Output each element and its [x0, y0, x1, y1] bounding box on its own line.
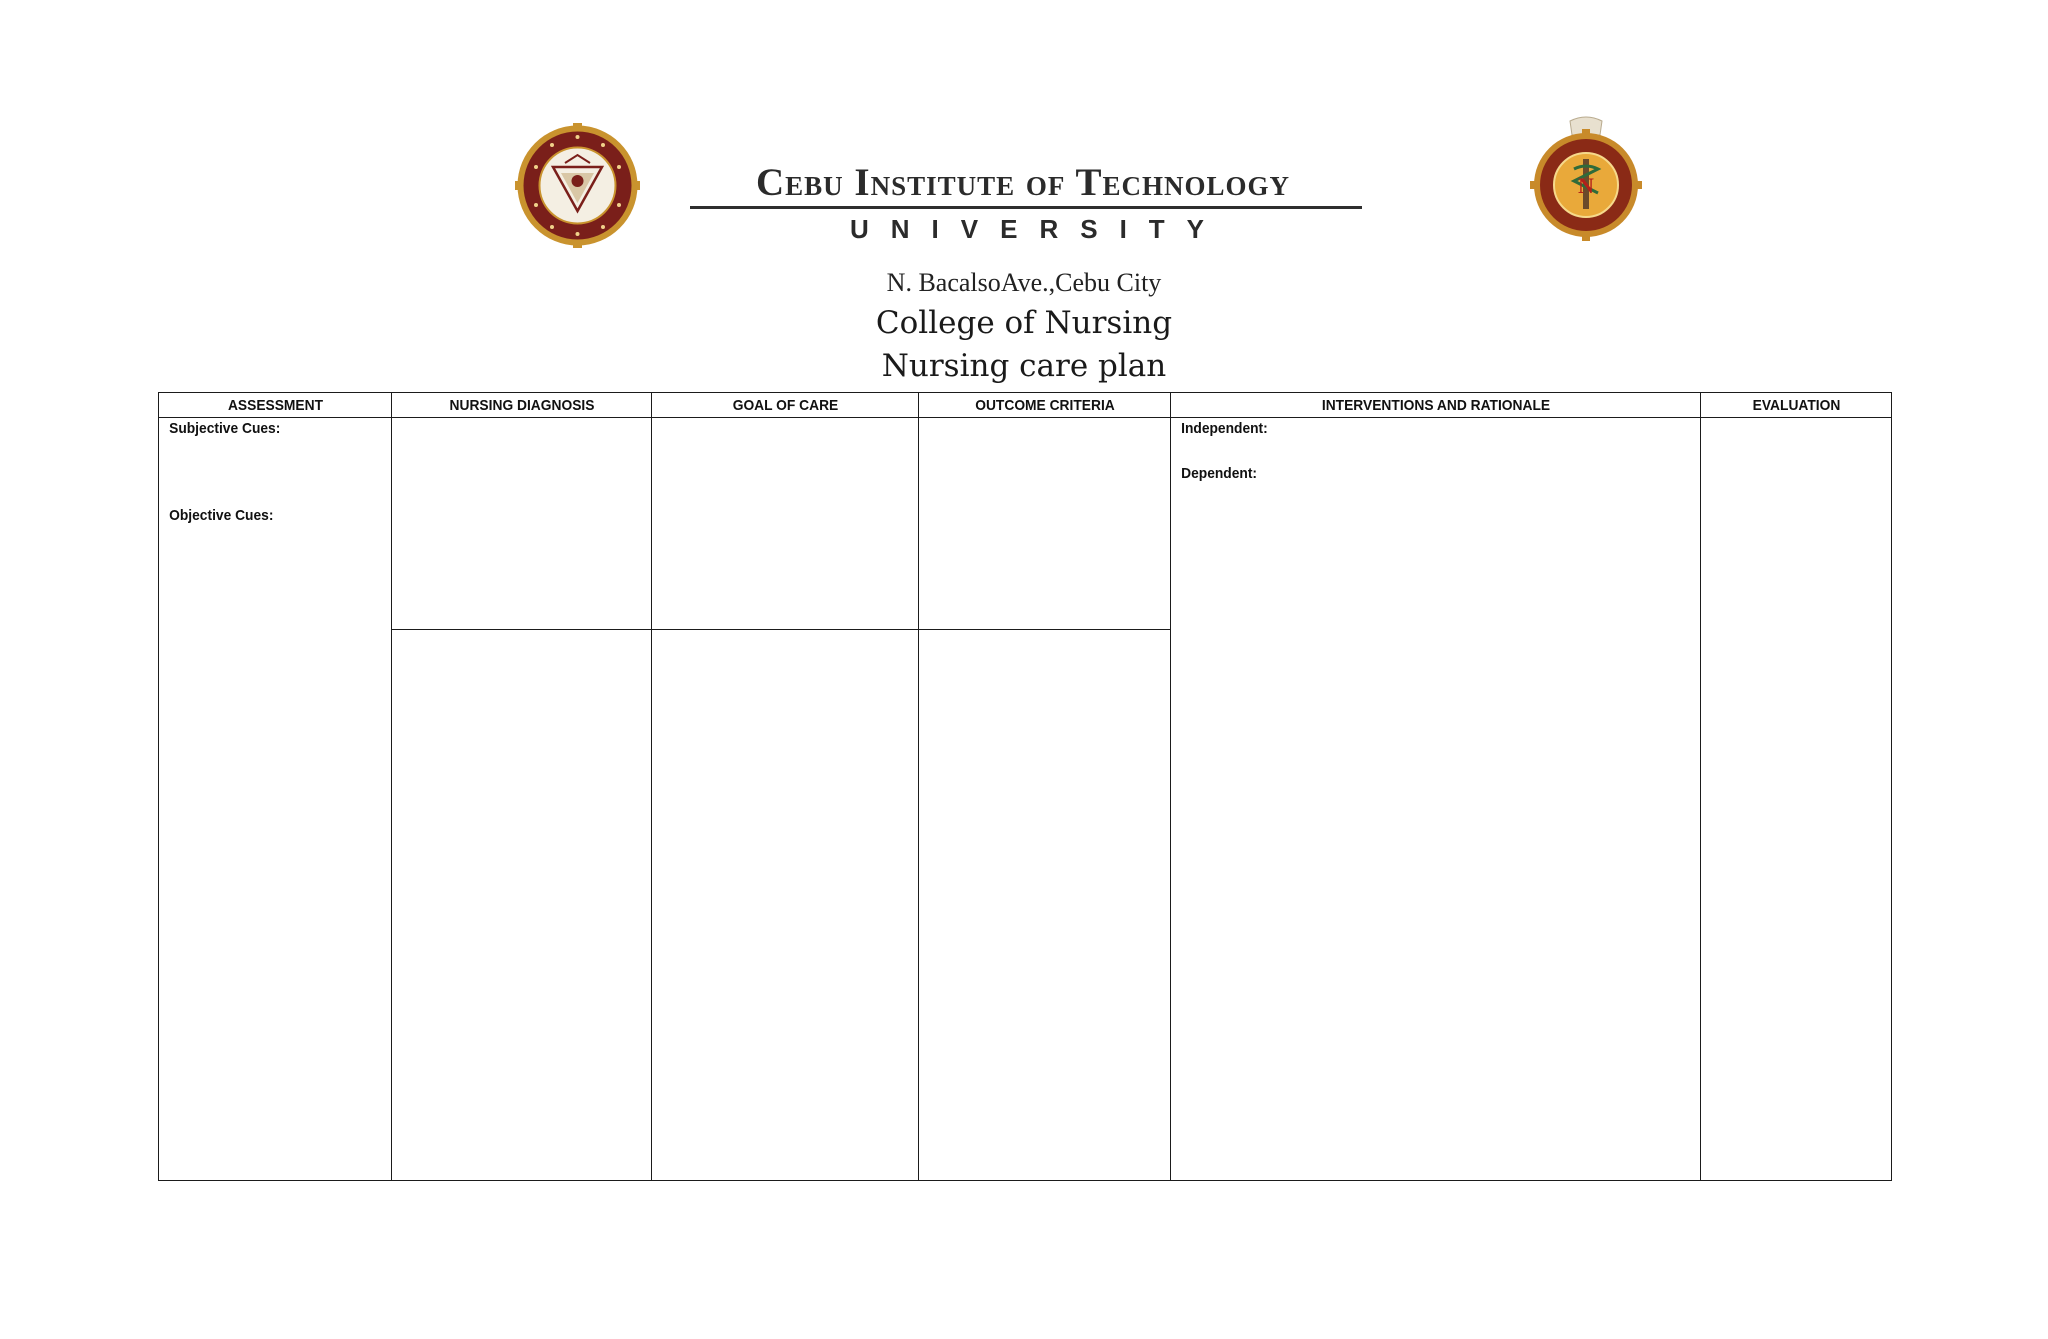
table-header-row — [159, 393, 1892, 418]
evaluation-cell[interactable] — [1701, 418, 1892, 1181]
college-name: College of Nursing — [875, 305, 1173, 341]
column-header-nursing-diagnosis: NURSING DIAGNOSIS — [402, 393, 641, 418]
outcome-criteria-cell-1[interactable] — [919, 418, 1171, 630]
column-header-interventions: INTERVENTIONS AND RATIONALE — [1192, 393, 1680, 418]
dependent-label: Dependent: — [1181, 465, 1258, 482]
institution-address: N. BacalsoAve.,Cebu City — [886, 268, 1162, 297]
university-wordmark — [676, 160, 1370, 250]
column-header-goal-of-care: GOAL OF CARE — [662, 393, 908, 418]
interventions-cell[interactable] — [1171, 418, 1701, 1181]
outcome-criteria-cell-2[interactable] — [919, 630, 1171, 1181]
objective-cues-label: Objective Cues: — [169, 507, 274, 524]
goal-of-care-cell-2[interactable] — [652, 630, 919, 1181]
independent-label: Independent: — [1181, 420, 1268, 437]
column-header-assessment: ASSESSMENT — [168, 393, 382, 418]
document-title: Nursing care plan — [881, 348, 1167, 384]
college-of-nursing-seal-icon — [1530, 113, 1642, 241]
nursing-diagnosis-cell-1[interactable] — [392, 418, 652, 630]
cit-university-seal-icon — [515, 123, 640, 248]
nursing-diagnosis-cell-2[interactable] — [392, 630, 652, 1181]
university-subtitle: UNIVERSITY — [849, 214, 1227, 244]
university-name: Cebu Institute of Technology — [756, 161, 1290, 204]
wordmark-rule — [690, 206, 1362, 209]
svg-text:N: N — [1578, 173, 1594, 198]
subjective-cues-label: Subjective Cues: — [169, 420, 281, 437]
assessment-cell[interactable] — [159, 418, 392, 1181]
goal-of-care-cell-1[interactable] — [652, 418, 919, 630]
table-row — [159, 418, 1892, 630]
nursing-care-plan-table — [158, 392, 1892, 1181]
column-header-evaluation: EVALUATION — [1708, 393, 1884, 418]
document-header — [0, 0, 2048, 390]
column-header-outcome-criteria: OUTCOME CRITERIA — [929, 393, 1161, 418]
